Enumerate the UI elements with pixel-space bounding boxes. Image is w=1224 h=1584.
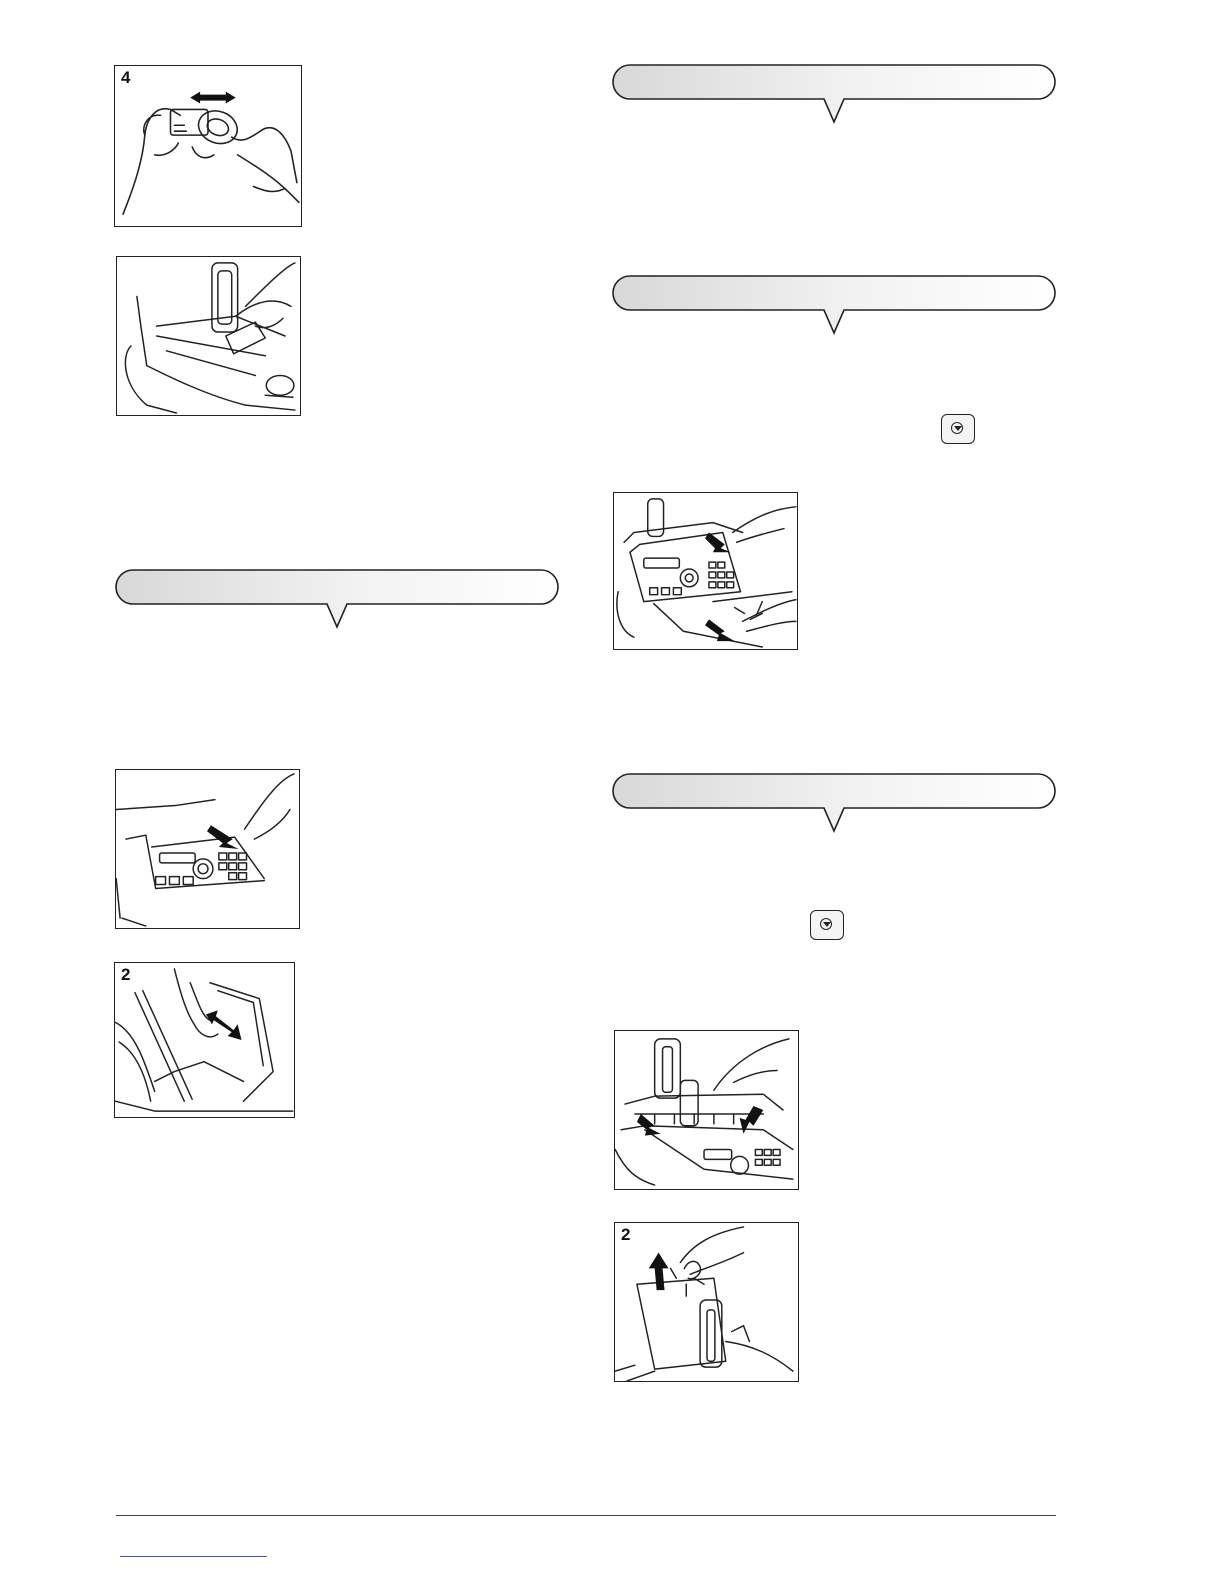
banner-shape [612, 773, 1056, 835]
footer-rule [116, 1515, 1056, 1516]
section-banner [115, 569, 559, 631]
banner-shape [612, 64, 1056, 126]
banner-shape [115, 569, 559, 631]
figure-number: 2 [121, 965, 131, 984]
banner-shape [612, 275, 1056, 337]
figure-step-4 [114, 65, 302, 227]
pull-out-paper-sheet-illustration [615, 1223, 798, 1381]
figure-open-panel [115, 769, 300, 929]
hands-cartridge-arrows-illustration [115, 66, 301, 226]
figure-number: 2 [621, 1225, 631, 1244]
figure-step-2-pull-paper [614, 1222, 799, 1382]
paper-support-tray-illustration [615, 1031, 798, 1189]
section-banner [612, 773, 1056, 835]
stop-key-icon [941, 414, 975, 444]
section-banner [612, 275, 1056, 337]
figure-remove-document [613, 492, 798, 650]
figure-paper-support [614, 1030, 799, 1190]
section-banner [612, 64, 1056, 126]
hand-in-printhead-bay-illustration [117, 257, 300, 415]
footer-link-underline[interactable] [120, 1556, 267, 1557]
figure-number: 4 [121, 68, 131, 87]
figure-printhead-bay [116, 256, 301, 416]
hand-pull-lever-illustration [115, 963, 294, 1117]
stop-key-icon [810, 910, 844, 940]
figure-step-2-lever [114, 962, 295, 1118]
open-control-panel-illustration [116, 770, 299, 928]
remove-jammed-document-illustration [614, 493, 797, 649]
